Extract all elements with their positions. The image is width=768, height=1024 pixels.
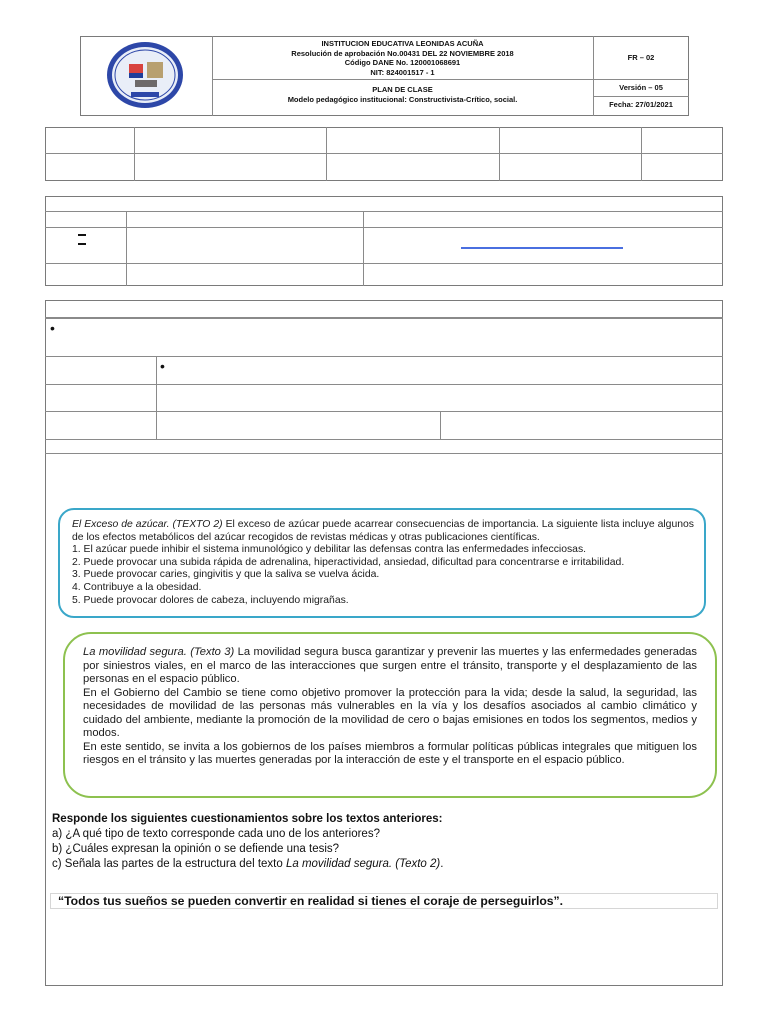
motivational-quote: “Todos tus sueños se pueden convertir en realidad si tienes el coraje de perseguirlos”. (58, 894, 564, 908)
text2-content (72, 519, 694, 607)
text2-item: 4. Contribuye a la obesidad. (72, 581, 202, 593)
nit-text: NIT: 824001517 - 1 (370, 67, 435, 77)
info-table-2 (45, 196, 723, 286)
info-table-1 (45, 127, 723, 181)
text3-paragraph-2: En el Gobierno del Cambio se tiene como objetivo promover la protección para la vida; desde la salud, la seguridad, las necesidades de movilidad de las personas más vulnerables en la vía y los desafíos asociados al cambio climático y cuidado del ambiente, mediante la promoción de la movilidad de cero o bajas emisiones en todos los segmentos, medios y modos. (83, 686, 697, 739)
questions-heading: Responde los siguientes cuestionamientos sobre los textos anteriores: (52, 813, 443, 825)
bullet-point: • (50, 320, 55, 336)
school-logo (105, 40, 185, 110)
text3-title: La movilidad segura. (Texto 3) (83, 646, 235, 658)
text2-item: 5. Puede provocar dolores de cabeza, incluyendo migrañas. (72, 594, 349, 606)
text3-paragraph-1: La movilidad segura busca garantizar y prevenir las muertes y las enfermedades generadas por siniestros viales, en el marco de las interacciones que surgen entre el tránsito, transporte y el desplazamiento de las personas en el espacio público. (83, 646, 697, 685)
text2-item: 2. Puede provocar una subida rápida de adrenalina, hiperactividad, ansiedad, dificultad para concentrarse e irritabilidad. (72, 556, 625, 568)
plan-title: PLAN DE CLASE (372, 85, 433, 94)
link-underline[interactable] (461, 247, 623, 249)
question-c: c) Señala las partes de la estructura del texto La movilidad segura. (Texto 2). (52, 858, 444, 870)
dash-mark (78, 243, 86, 245)
text3-paragraph-3: En este sentido, se invita a los gobiernos de los países miembros a formular políticas públicas integrales que mitiguen los riesgos en el tránsito y las muertes generadas por la interacción de este y el transporte en el espacio público. (83, 740, 697, 766)
dash-mark (78, 234, 86, 236)
questions-block (52, 812, 712, 872)
resolution-text: Resolución de aprobación No.00431 DEL 22 NOVIEMBRE 2018 (291, 48, 514, 58)
text2-intro: El exceso de azúcar puede acarrear consecuencias de importancia. La siguiente lista incluye algunos de los efectos metabólicos del azúcar recogidos de revistas médicas y otras publicaciones científicas. (72, 519, 694, 543)
document-date: Fecha: 27/01/2021 (609, 100, 673, 109)
text2-item: 3. Puede provocar caries, gingivitis y que la saliva se vuelva ácida. (72, 569, 380, 581)
pedagogical-model: Modelo pedagógico institucional: Constructivista-Crítico, social. (287, 94, 518, 104)
school-seal-icon (105, 40, 185, 110)
text2-item: 1. El azúcar puede inhibir el sistema inmunológico y debilitar las defensas contra las enfermedades infecciosas. (72, 544, 587, 556)
document-code: FR – 02 (627, 53, 655, 62)
institution-name: INSTITUCION EDUCATIVA LEONIDAS ACUÑA (321, 39, 484, 48)
question-b: b) ¿Cuáles expresan la opinión o se defiende una tesis? (52, 843, 340, 855)
bullet-point: • (160, 358, 165, 374)
dane-code: Código DANE No. 120001068691 (344, 58, 461, 67)
question-a: a) ¿A qué tipo de texto corresponde cada uno de los anteriores? (52, 828, 380, 840)
document-version: Versión – 05 (619, 83, 663, 92)
text2-title: El Exceso de azúcar. (TEXTO 2) (72, 519, 223, 530)
text3-content (83, 646, 697, 768)
